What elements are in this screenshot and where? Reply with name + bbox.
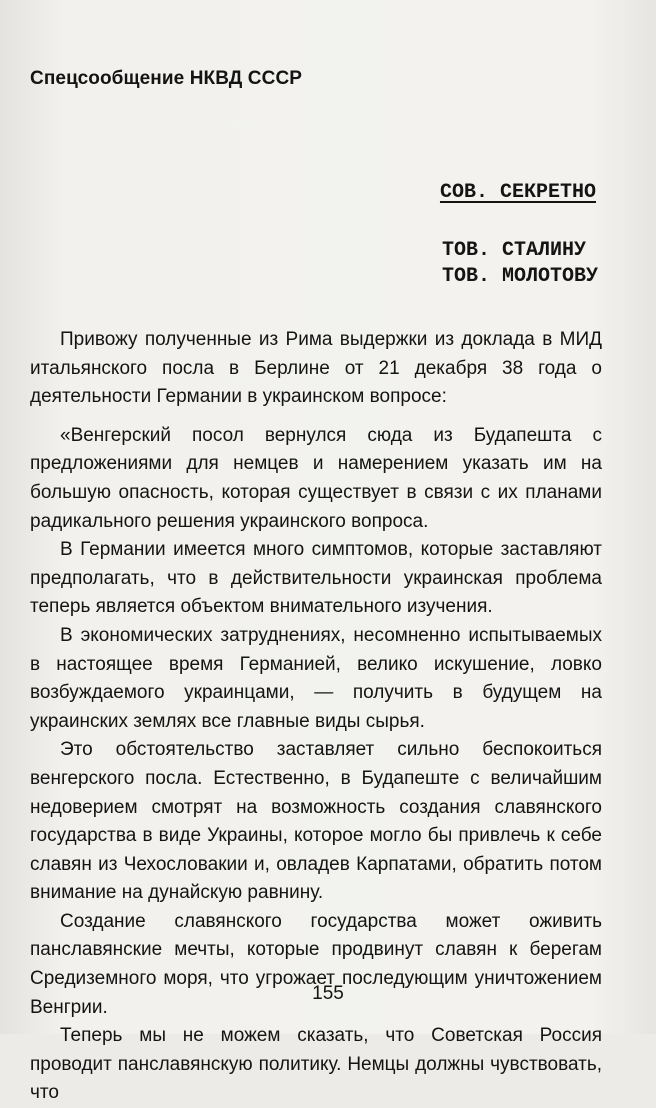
addressee-line: ТОВ. МОЛОТОВУ <box>441 265 598 288</box>
paragraph: В экономических затруднениях, несомненно испытываемых в настоящее время Германией, велико искушение, ловко возбуждаемого украинцами, — получить в будущем на украинских землях все главные виды сырья. <box>30 624 602 732</box>
addressee-block <box>442 238 598 290</box>
paragraph-intro: Привожу полученные из Рима выдержки из доклада в МИД итальянского посла в Берлине от 21 декабря 38 года о деятельности Германии в украинском вопросе: <box>30 329 602 408</box>
addressee-line: ТОВ. СТАЛИНУ <box>441 239 586 262</box>
paragraph: Создание славянского государства может оживить панславянские мечты, которые продвинут славян к берегам Средиземного моря, что угрожает последующим уничтожением Венгрии. <box>30 910 602 1018</box>
classification-stamp: СОВ. СЕКРЕТНО <box>439 181 596 204</box>
paragraph: Это обстоятельство заставляет сильно беспокоиться венгерского посла. Естественно, в Будапеште с величайшим недоверием смотрят на возможность создания славянского государства в виде Украины, которое могло бы привлечь к себе славян из Чехословакии и, овладев Карпатами, обратить потом внимание на дунайскую равнину. <box>30 739 602 904</box>
paragraph: В Германии имеется много симптомов, которые заставляют предполагать, что в действительности украинская проблема теперь является объектом внимательного изучения. <box>30 539 602 618</box>
paragraph-quote-start: «Венгерский посол вернулся сюда из Будапешта с предложениями для немцев и намерением указать им на большую опасность, которая существует в связи с их планами радикального решения украинского вопроса. <box>30 424 602 532</box>
paragraph: Теперь мы не можем сказать, что Советская Россия проводит панславянскую политику. Немцы должны чувствовать, что <box>30 1025 602 1104</box>
document-heading: Спецсообщение НКВД СССР <box>30 68 303 89</box>
page-number: 155 <box>312 983 344 1004</box>
